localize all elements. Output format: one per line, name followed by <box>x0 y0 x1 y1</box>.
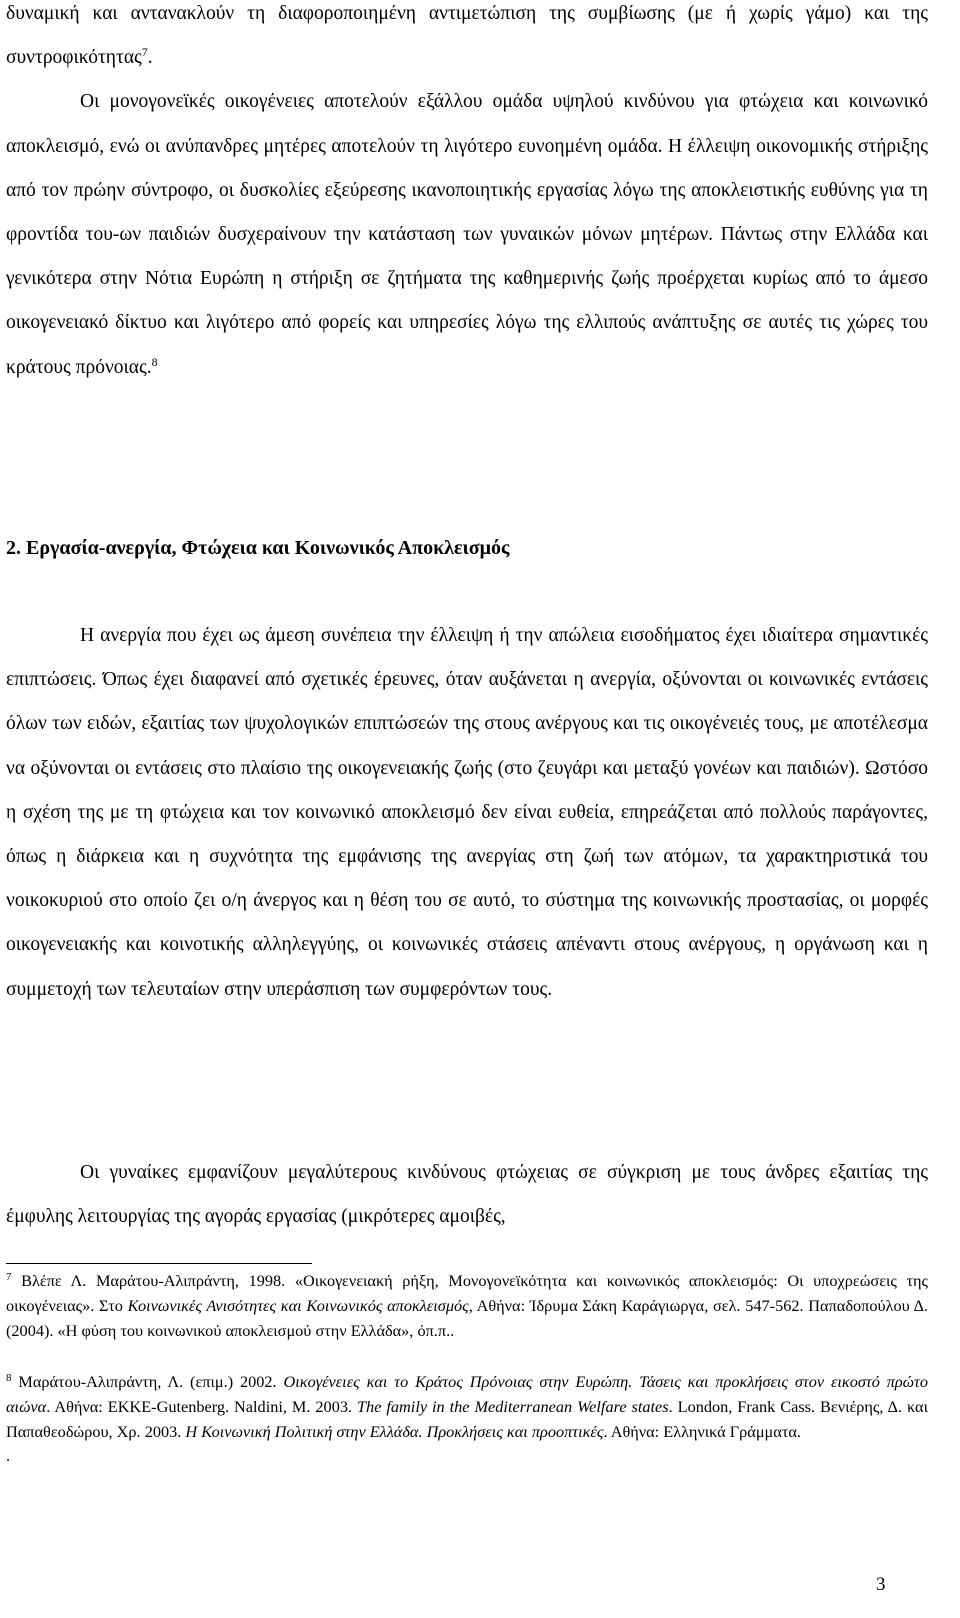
page-number: 3 <box>876 1574 886 1595</box>
body-paragraph-1: δυναμική και αντανακλούν τη διαφοροποιημένη αντιμετώπιση της συμβίωσης (με ή χωρίς γάμο) και της συντροφικότητας$^7$. Οι μονογονεϊκές οικογένειες αποτελούν εξάλλου ομάδα υψηλού κινδύνου για φτώχεια και κοινωνικό αποκλεισμό, ενώ οι ανύπανδρες μητέρες αποτελούν τη λιγότερο ευνοημένη ομάδα. Η έλλειψη οικονομικής στήριξης από τον πρώην σύντροφο, οι δυσκολίες εξεύρεσης ικανοποιητικής εργασίας λόγω της αποκλειστικής ευθύνης για τη φροντίδα του-ων παιδιών δυσχεραίνουν την κατάσταση των γυναικών μόνων μητέρων. Πάντως στην Ελλάδα και γενικότερα στην Νότια Ευρώπη η στήριξη σε ζητήματα της καθημερινής ζωής προέρχεται κυρίως από το άμεσο οικογενειακό δίκτυο και λιγότερο από φορείς και υπηρεσίες λόγω της ελλιπούς ανάπτυξης σε αυτές τις χώρες του κράτους πρόνοιας.$^8$ <box>6 3 928 378</box>
footnote-ref-8[interactable]: 8 <box>151 354 158 369</box>
footnote-separator <box>6 1263 312 1264</box>
footnote-number: 8 <box>6 1372 12 1384</box>
footnote-number: 7 <box>6 1271 12 1283</box>
footnote-ref-7[interactable]: 7 <box>141 45 148 60</box>
section-heading: 2. Εργασία-ανεργία, Φτώχεια και Κοινωνικός Αποκλεισμός <box>6 537 510 559</box>
footnote-trailing-dot: . <box>6 1446 11 1465</box>
body-paragraph-4: Οι γυναίκες εμφανίζουν μεγαλύτερους κινδύνους φτώχειας σε σύγκριση με τους άνδρες εξαιτίας της έμφυλης λειτουργίας της αγοράς εργασίας (μικρότερες αμοιβές, <box>6 1162 928 1228</box>
footnote-7: $^7$ Βλέπε Λ. Μαράτου-Αλιπράντη, 1998. «Οικογενειακή ρήξη, Μονογονεϊκότητα και κοινωνικός αποκλεισμός: Οι υποχρεώσεις της οικογένειας». Στο Κοινωνικές Ανισότητες και Κοινωνικός αποκλεισμός, Αθήνα: Ίδρυμα Σάκη Καράγιωργα, σελ. 547-562. Παπαδοπούλου Δ. (2004). «Η φύση του κοινωνικού αποκλεισμού στην Ελλάδα», όπ.π.. <box>6 1271 928 1340</box>
body-paragraph-3: Η ανεργία που έχει ως άμεση συνέπεια την έλλειψη ή την απώλεια εισοδήματος έχει ιδιαίτερα σημαντικές επιπτώσεις. Όπως έχει διαφανεί από σχετικές έρευνες, όταν αυξάνεται η ανεργία, οξύνονται οι κοινωνικές εντάσεις όλων των ειδών, εξαιτίας των ψυχολογικών επιπτώσεών της στους ανέργους και τις οικογένειές τους, με αποτέλεσμα να οξύνονται οι εντάσεις στο πλαίσιο της οικογενειακής ζωής (στο ζευγάρι και μεταξύ γονέων και παιδιών). Ωστόσο η σχέση της με τη φτώχεια και τον κοινωνικό αποκλεισμό δεν είναι ευθεία, επηρεάζεται από πολλούς παράγοντες, όπως η διάρκεια και η συχνότητα της εμφάνισης της ανεργίας στη ζωή των ατόμων, τα χαρακτηριστικά του νοικοκυριού στο οποίο ζει ο/η άνεργος και η θέση του σε αυτό, το σύστημα της κοινωνικής προστασίας, οι μορφές οικογενειακής και κοινοτικής αλληλεγγύης, οι κοινωνικές στάσεις απέναντι στους ανέργους, η οργάνωση και η συμμετοχή των τελευταίων στην υπεράσπιση των συμφερόντων τους. <box>6 625 928 1000</box>
footnote-8: $^8$ Μαράτου-Αλιπράντη, Λ. (επιμ.) 2002. Οικογένειες και το Κράτος Πρόνοιας στην Ευρώπη. Τάσεις και προκλήσεις στον εικοστό πρώτο αιώνα. Αθήνα: ΕΚΚΕ-Gutenberg. Naldini, M. 2003. The family in the Mediterranean Welfare states. London, Frank Cass. Βενιέρης, Δ. και Παπαθεοδώρου, Χρ. 2003. Η Κοινωνική Πολιτική στην Ελλάδα. Προκλήσεις και προοπτικές. Αθήνα: Ελληνικά Γράμματα. <box>6 1372 928 1441</box>
